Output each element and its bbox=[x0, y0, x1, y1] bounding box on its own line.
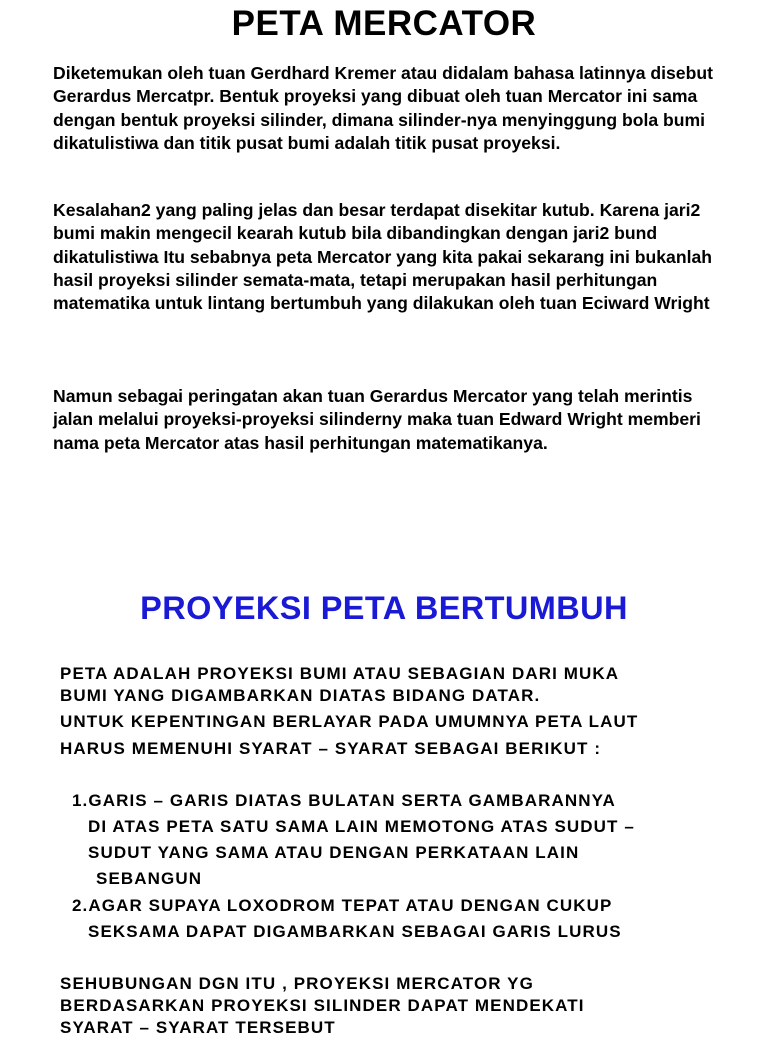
caps-line: BUMI YANG DIGAMBARKAN DIATAS BIDANG DATAR. bbox=[60, 686, 541, 705]
caps-line: BERDASARKAN PROYEKSI SILINDER DAPAT MENDEKATI bbox=[60, 996, 585, 1015]
list-item-continuation: SEBANGUN bbox=[96, 869, 203, 888]
caps-line: SEHUBUNGAN DGN ITU , PROYEKSI MERCATOR YG bbox=[60, 974, 534, 993]
paragraph-discovery: Diketemukan oleh tuan Gerdhard Kremer atau didalam bahasa latinnya disebut Gerardus Mercatpr. Bentuk proyeksi yang dibuat oleh tuan Mercator ini sama dengan bentuk proyeksi silinder, dimana silinder-nya menyinggung bola bumi dikatulistiwa dan titik pusat bumi adalah titik pusat proyeksi. bbox=[53, 63, 713, 153]
list-item-continuation: DI ATAS PETA SATU SAMA LAIN MEMOTONG ATAS SUDUT – bbox=[88, 817, 635, 836]
list-item-continuation: SEKSAMA DAPAT DIGAMBARKAN SEBAGAI GARIS LURUS bbox=[88, 922, 622, 941]
caps-line: HARUS MEMENUHI SYARAT – SYARAT SEBAGAI BERIKUT : bbox=[60, 739, 602, 758]
paragraph-errors: Kesalahan2 yang paling jelas dan besar terdapat disekitar kutub. Karena jari2 bumi makin mengecil kearah kutub bila dibandingkan dengan jari2 bund dikatulistiwa Itu sebabnya peta Mercator yang kita pakai sekarang ini bukanlah hasil proyeksi silinder semata-mata, tetapi merupakan hasil perhitungan matematika untuk lintang bertumbuh yang dilakukan oleh tuan Eciward Wright bbox=[53, 200, 713, 314]
list-item-continuation: SUDUT YANG SAMA ATAU DENGAN PERKATAAN LAIN bbox=[88, 843, 580, 862]
caps-line: SYARAT – SYARAT TERSEBUT bbox=[60, 1018, 336, 1037]
paragraph-naming: Namun sebagai peringatan akan tuan Gerardus Mercator yang telah merintis jalan melalui proyeksi-proyeksi silinderny maka tuan Edward Wright memberi nama peta Mercator atas hasil perhitungan matematikanya. bbox=[53, 386, 701, 453]
list-item: 1.GARIS – GARIS DIATAS BULATAN SERTA GAMBARANNYA bbox=[72, 791, 616, 810]
caps-line: PETA ADALAH PROYEKSI BUMI ATAU SEBAGIAN DARI MUKA bbox=[60, 664, 620, 683]
list-item: 2.AGAR SUPAYA LOXODROM TEPAT ATAU DENGAN CUKUP bbox=[72, 896, 613, 915]
page-title: PETA MERCATOR bbox=[231, 4, 537, 43]
section-title: PROYEKSI PETA BERTUMBUH bbox=[140, 590, 628, 626]
caps-line: UNTUK KEPENTINGAN BERLAYAR PADA UMUMNYA PETA LAUT bbox=[60, 712, 639, 731]
